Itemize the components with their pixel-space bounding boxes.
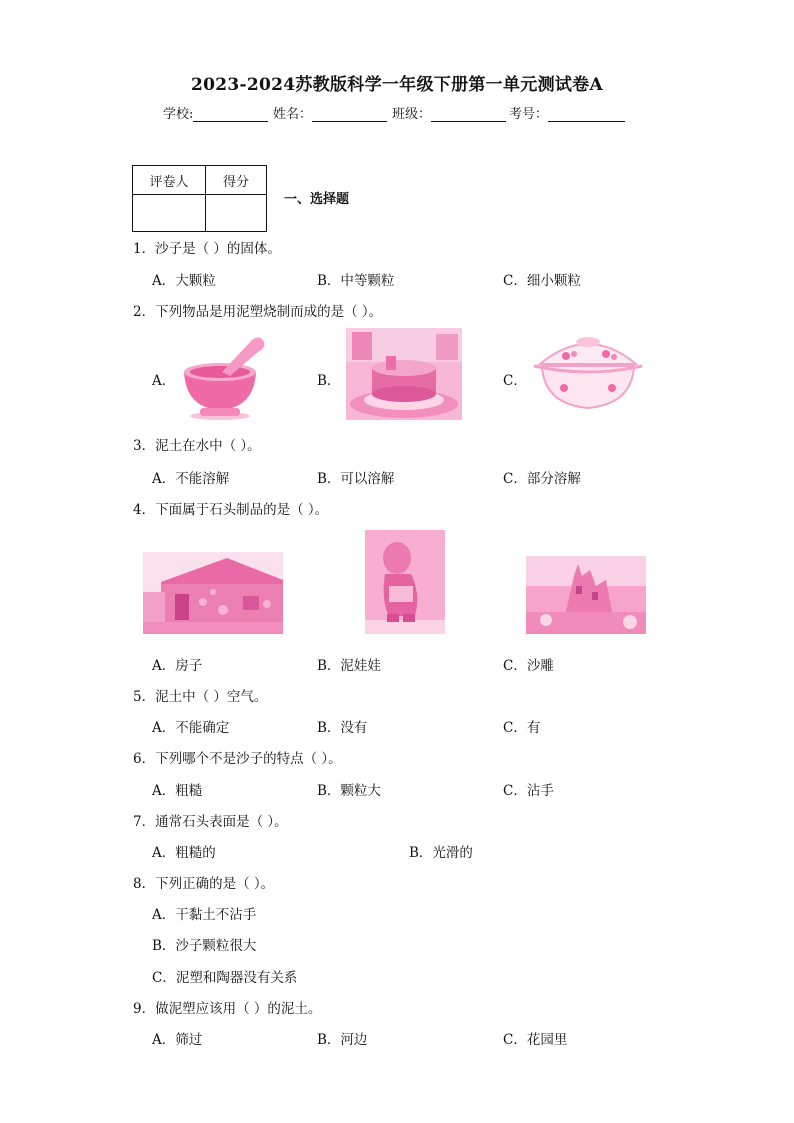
section-heading: 一、选择题 — [284, 192, 350, 207]
q8-option-c[interactable]: C．泥塑和陶器没有关系 — [152, 970, 298, 986]
q2-option-a[interactable]: A． — [152, 373, 176, 389]
school-blank[interactable] — [193, 107, 268, 122]
grader-header: 评卷人 — [133, 166, 206, 195]
school-label: 学校: — [163, 107, 194, 122]
q4-option-b[interactable]: B．泥娃娃 — [317, 658, 381, 674]
q8-option-b[interactable]: B．沙子颗粒很大 — [152, 938, 257, 954]
score-table — [132, 165, 267, 232]
name-blank[interactable] — [312, 107, 387, 122]
exam-number-field[interactable] — [509, 103, 625, 122]
q1-option-b[interactable]: B．中等颗粒 — [317, 273, 395, 289]
stone-house-image[interactable] — [143, 552, 283, 634]
q3-option-c[interactable]: C．部分溶解 — [503, 471, 581, 487]
q7-option-b[interactable]: B．光滑的 — [409, 845, 473, 861]
q1-option-c[interactable]: C．细小颗粒 — [503, 273, 581, 289]
class-field[interactable] — [392, 103, 506, 122]
name-field[interactable] — [273, 103, 387, 122]
mortar-image[interactable] — [170, 330, 270, 420]
name-label: 姓名： — [273, 107, 313, 122]
q6-option-a[interactable]: A．粗糙 — [152, 783, 203, 799]
question-9: 9．做泥塑应该用（ ）的泥土。 — [133, 1001, 322, 1017]
q8-option-a[interactable]: A．干黏土不沾手 — [152, 907, 257, 923]
q6-option-b[interactable]: B．颗粒大 — [317, 783, 381, 799]
q1-option-a[interactable]: A．大颗粒 — [152, 273, 216, 289]
q4-option-a[interactable]: A．房子 — [152, 658, 203, 674]
q3-option-a[interactable]: A．不能溶解 — [152, 471, 230, 487]
class-label: 班级： — [392, 107, 432, 122]
question-3: 3．泥土在水中（ ）。 — [133, 438, 261, 454]
q5-option-a[interactable]: A．不能确定 — [152, 720, 230, 736]
q3-option-b[interactable]: B．可以溶解 — [317, 471, 395, 487]
exam-number-label: 考号： — [509, 107, 549, 122]
question-2: 2．下列物品是用泥塑烧制而成的是（ ）。 — [133, 304, 383, 320]
porcelain-pot-image[interactable] — [528, 330, 648, 414]
q7-option-a[interactable]: A．粗糙的 — [152, 845, 216, 861]
score-cell[interactable] — [206, 195, 267, 232]
question-5: 5．泥土中（ ）空气。 — [133, 689, 268, 705]
q2-option-b[interactable]: B． — [317, 373, 341, 389]
q6-option-c[interactable]: C．沾手 — [503, 783, 554, 799]
sand-sculpture-image[interactable] — [526, 556, 646, 634]
grader-cell[interactable] — [133, 195, 206, 232]
q9-option-b[interactable]: B．河边 — [317, 1032, 368, 1048]
question-7: 7．通常石头表面是（ ）。 — [133, 814, 288, 830]
clay-doll-image[interactable] — [365, 530, 445, 634]
page-title: 2023-2024苏教版科学一年级下册第一单元测试卷A — [191, 75, 603, 95]
score-header: 得分 — [206, 166, 267, 195]
school-field[interactable] — [163, 103, 268, 122]
q5-option-b[interactable]: B．没有 — [317, 720, 368, 736]
q9-option-a[interactable]: A．筛过 — [152, 1032, 203, 1048]
question-8: 8．下列正确的是（ ）。 — [133, 876, 275, 892]
class-blank[interactable] — [431, 107, 506, 122]
question-1: 1．沙子是（ ）的固体。 — [133, 241, 281, 257]
millstone-image[interactable] — [346, 328, 462, 420]
exam-number-blank[interactable] — [548, 107, 625, 122]
question-6: 6．下列哪个不是沙子的特点（ ）。 — [133, 751, 342, 767]
question-4: 4．下面属于石头制品的是（ ）。 — [133, 502, 329, 518]
q5-option-c[interactable]: C．有 — [503, 720, 541, 736]
q9-option-c[interactable]: C．花园里 — [503, 1032, 568, 1048]
q4-option-c[interactable]: C．沙雕 — [503, 658, 554, 674]
q2-option-c[interactable]: C． — [503, 373, 527, 389]
